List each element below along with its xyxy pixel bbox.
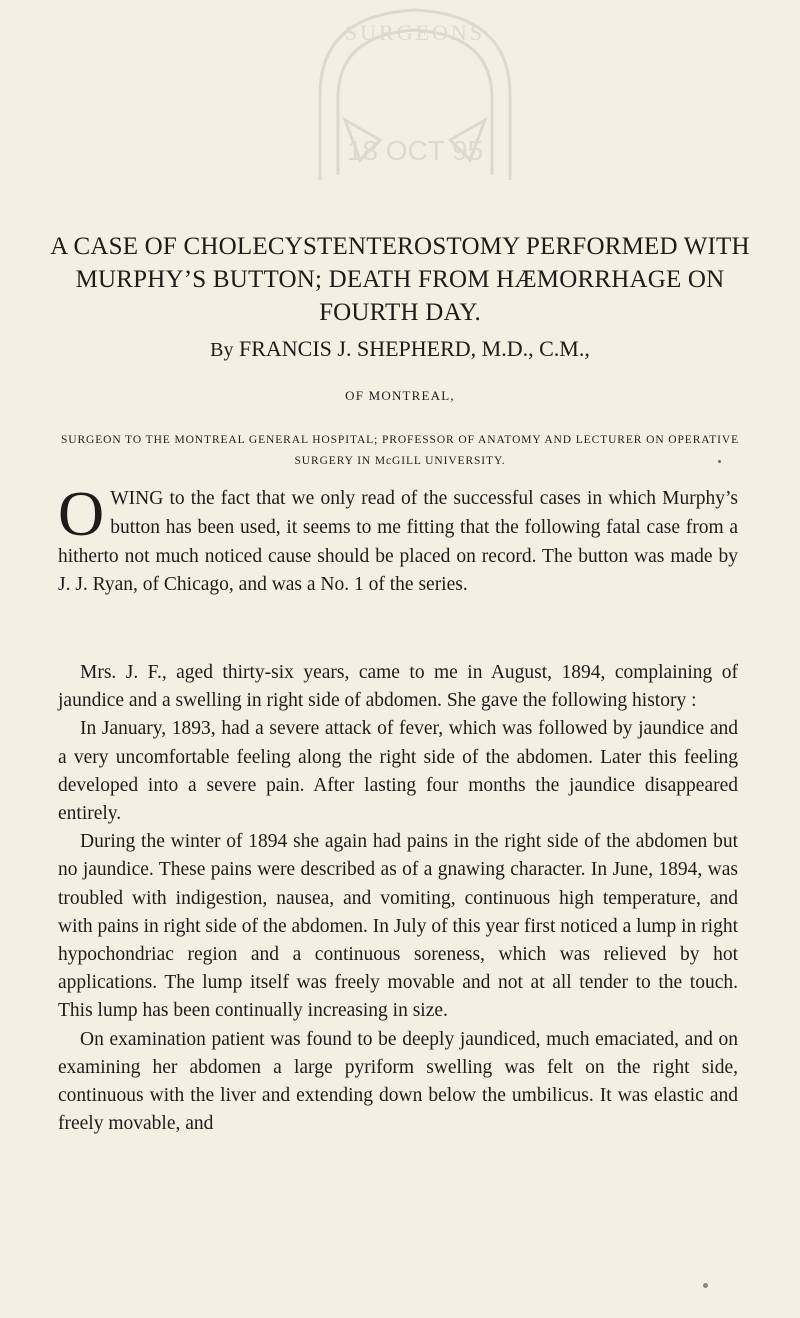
paragraph: Mrs. J. F., aged thirty-six years, came to me in August, 1894, complaining of jaundice and a swelling in right side of abdomen. She gave the following history : [58,662,738,712]
author-name: FRANCIS J. SHEPHERD, M.D., C.M., [238,336,590,361]
author-prefix: By [210,339,234,361]
author-origin: OF MONTREAL, [345,388,455,403]
paragraph-opening [58,478,738,600]
paragraph-opening-text: WING to the fact that we only read of the successful cases in which Murphy’s button has been used, it seems to me fitting that the following fatal case from a hitherto not much noticed cause should be placed on record. The button was made by J. J. Ryan, of Chicago, and was a No. 1 of the series. [58,488,738,596]
article-title: A CASE OF CHOLECYSTENTEROSTOMY PERFORMED WITH MURPHY’S BUTTON; DEATH FROM HÆMORRHAGE ON FOURTH DAY. [50,233,750,326]
paragraph: During the winter of 1894 she again had pains in the right side of the abdomen but no jaundice. These pains were described as of a gnawing character. In June, 1894, was troubled with indigestion, nausea, and vomiting, continuous high temperature, and with pains in right side of the abdomen. In July of this year first noticed a lump in right hypochondriac region and a continuous soreness, which was relieved by hot applications. The lump itself was freely movable and not at all tender to the touch. This lump has been continually increasing in size. [58,831,738,1022]
paragraph: In January, 1893, had a severe attack of fever, which was followed by jaundice and a very uncomfortable feeling along the right side of the abdomen. Later this feeling developed into a severe pain. After lasting four months the jaundice disappeared entirely. [58,718,738,825]
paragraph: On examination patient was found to be deeply jaundiced, much emaciated, and on examining her abdomen a large pyriform swelling was felt on the right side, continuous with the liver and extending down below the umbilicus. It was elastic and freely movable, and [58,1028,738,1135]
speck [718,460,721,463]
stamp-date: 18 OCT 95 [346,135,484,166]
library-stamp [300,0,530,200]
ink-dot [703,1283,708,1288]
author-affiliation: SURGEON TO THE MONTREAL GENERAL HOSPITAL; PROFESSOR OF ANATOMY AND LECTURER ON OPERATIVE SURGERY IN McGILL UNIVERSITY. [60,434,740,467]
author-line [40,336,760,362]
stamp-top-text: SURGEONS [344,20,486,45]
body-paragraphs [58,659,738,1138]
drop-cap: O [58,478,105,549]
